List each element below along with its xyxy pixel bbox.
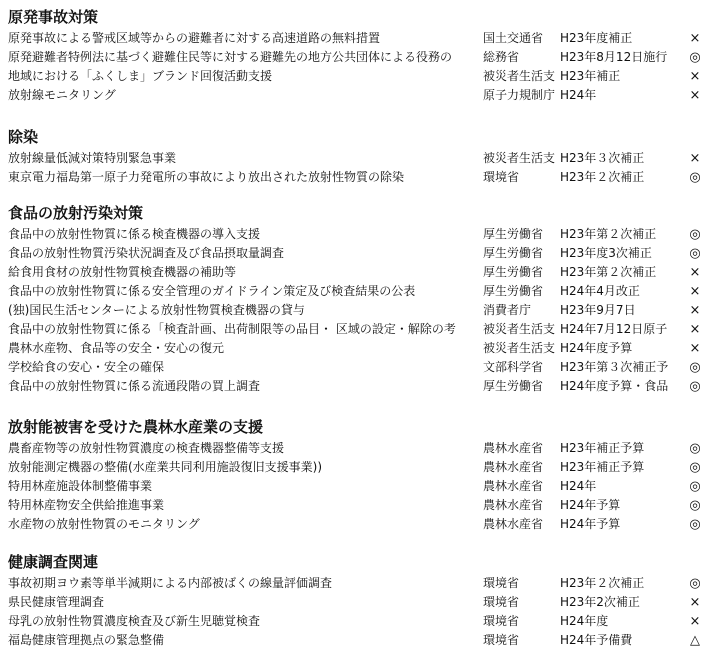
agency-name: 被災者生活支 [483,341,556,355]
item-name: 食品中の放射性物質に係る流通段階の買上調査 [8,379,261,393]
agency-name: 厚生労働省 [483,379,544,393]
status-mark: ◎ [689,360,701,375]
item-name: 食品中の放射性物質に係る検査機器の導入支援 [8,227,261,241]
agency-name: 厚生労働省 [483,284,544,298]
table-row [0,86,720,105]
agency-name: 被災者生活支 [483,151,556,165]
budget-note: H23年２次補正 [560,576,645,590]
status-mark: × [689,303,701,318]
table-row [0,168,720,187]
budget-note: H24年 [560,88,597,102]
table-row [0,439,720,458]
item-name: 農林水産物、食品等の安全・安心の復元 [8,341,225,355]
item-name: 食品の放射性物質汚染状況調査及び食品摂取量調査 [8,246,285,260]
budget-note: H24年4月改正 [560,284,640,298]
agency-name: 被災者生活支 [483,322,556,336]
section-heading: 食品の放射汚染対策 [8,204,144,222]
budget-note: H23年３次補正 [560,151,645,165]
budget-note: H23年２次補正 [560,170,645,184]
status-mark: × [689,151,701,166]
status-mark: × [689,69,701,84]
status-mark: × [689,322,701,337]
item-name: 地域における「ふくしま」ブランド回復活動支援 [8,69,273,83]
status-mark: ◎ [689,498,701,513]
status-mark: ◎ [689,246,701,261]
table-row [0,301,720,320]
agency-name: 厚生労働省 [483,265,544,279]
budget-note: H23年補正予算 [560,460,645,474]
budget-note: H23年第３次補正予 [560,360,669,374]
budget-note: H24年度予算・食品 [560,379,669,393]
table-row [0,263,720,282]
budget-note: H23年補正予算 [560,441,645,455]
item-name: 原発事故による警戒区域等からの避難者に対する高速道路の無料措置 [8,31,381,45]
budget-note: H24年 [560,479,597,493]
status-mark: × [689,88,701,103]
section-heading: 健康調査関連 [8,553,99,571]
agency-name: 厚生労働省 [483,227,544,241]
section-heading: 除染 [8,128,39,146]
item-name: 給食用食材の放射性物質検査機器の補助等 [8,265,237,279]
agency-name: 国土交通省 [483,31,544,45]
status-mark: ◎ [689,576,701,591]
table-row [0,48,720,67]
item-name: 学校給食の安心・安全の確保 [8,360,165,374]
table-row [0,477,720,496]
agency-name: 厚生労働省 [483,246,544,260]
status-mark: ◎ [689,479,701,494]
agency-name: 総務省 [483,50,520,64]
status-mark: ◎ [689,460,701,475]
budget-note: H24年予算 [560,498,621,512]
item-name: 原発避難者特例法に基づく避難住民等に対する避難先の地方公共団体による役務の [8,50,453,64]
agency-name: 農林水産省 [483,498,544,512]
status-mark: × [689,595,701,610]
item-name: 特用林産施設体制整備事業 [8,479,153,493]
status-mark: ◎ [689,441,701,456]
item-name: 食品中の放射性物質に係る安全管理のガイドライン策定及び検査結果の公表 [8,284,416,298]
section-heading: 放射能被害を受けた農林水産業の支援 [8,418,264,436]
status-mark: ◎ [689,227,701,242]
budget-note: H24年度 [560,614,609,628]
section-heading: 原発事故対策 [8,8,99,26]
item-name: 水産物の放射性物質のモニタリング [8,517,200,531]
table-row [0,282,720,301]
agency-name: 環境省 [483,595,520,609]
budget-note: H23年第２次補正 [560,227,657,241]
item-name: 放射能測定機器の整備(水産業共同利用施設復旧支援事業)) [8,460,323,474]
table-row [0,339,720,358]
budget-note: H23年補正 [560,69,621,83]
item-name: 放射線モニタリング [8,88,116,102]
item-name: 事故初期ヨウ素等単半減期による内部被ばくの線量評価調査 [8,576,333,590]
agency-name: 環境省 [483,576,520,590]
status-mark: × [689,265,701,280]
status-mark: × [689,31,701,46]
table-row [0,29,720,48]
item-name: 農畜産物等の放射性物質濃度の検査機器整備等支援 [8,441,285,455]
item-name: 特用林産物安全供給推進事業 [8,498,165,512]
item-name: 県民健康管理調査 [8,595,105,609]
agency-name: 消費者庁 [483,303,532,317]
budget-note: H23年8月12日施行 [560,50,668,64]
status-mark: × [689,341,701,356]
budget-note: H23年度3次補正 [560,246,652,260]
status-mark: △ [690,633,700,648]
agency-name: 文部科学省 [483,360,544,374]
table-row [0,67,720,86]
budget-note: H23年2次補正 [560,595,640,609]
agency-name: 環境省 [483,170,520,184]
agency-name: 農林水産省 [483,441,544,455]
table-row [0,225,720,244]
table-row [0,149,720,168]
budget-note: H24年7月12日原子 [560,322,668,336]
budget-note: H23年9月7日 [560,303,636,317]
item-name: 福島健康管理拠点の緊急整備 [8,633,165,647]
status-mark: ◎ [689,170,701,185]
table-row [0,574,720,593]
status-mark: ◎ [689,379,701,394]
status-mark: × [689,284,701,299]
table-row [0,377,720,396]
table-row [0,244,720,263]
table-row [0,515,720,534]
table-row [0,320,720,339]
budget-note: H23年度補正 [560,31,633,45]
item-name: 放射線量低減対策特別緊急事業 [8,151,177,165]
table-row [0,358,720,377]
status-mark: ◎ [689,517,701,532]
table-row [0,631,720,650]
item-name: (独)国民生活センターによる放射性物質検査機器の貸与 [8,303,305,317]
budget-note: H24年予算 [560,517,621,531]
budget-note: H24年度予算 [560,341,633,355]
agency-name: 原子力規制庁 [483,88,556,102]
agency-name: 農林水産省 [483,479,544,493]
agency-name: 被災者生活支 [483,69,556,83]
table-row [0,458,720,477]
table-row [0,496,720,515]
agency-name: 農林水産省 [483,460,544,474]
item-name: 食品中の放射性物質に係る「検査計画、出荷制限等の品目・ 区域の設定・解除の考 [8,322,456,336]
table-row [0,612,720,631]
budget-note: H24年予備費 [560,633,633,647]
budget-note: H23年第２次補正 [560,265,657,279]
agency-name: 農林水産省 [483,517,544,531]
item-name: 母乳の放射性物質濃度検査及び新生児聴覚検査 [8,614,261,628]
status-mark: × [689,614,701,629]
status-mark: ◎ [689,50,701,65]
table-row [0,593,720,612]
agency-name: 環境省 [483,633,520,647]
item-name: 東京電力福島第一原子力発電所の事故により放出された放射性物質の除染 [8,170,405,184]
agency-name: 環境省 [483,614,520,628]
